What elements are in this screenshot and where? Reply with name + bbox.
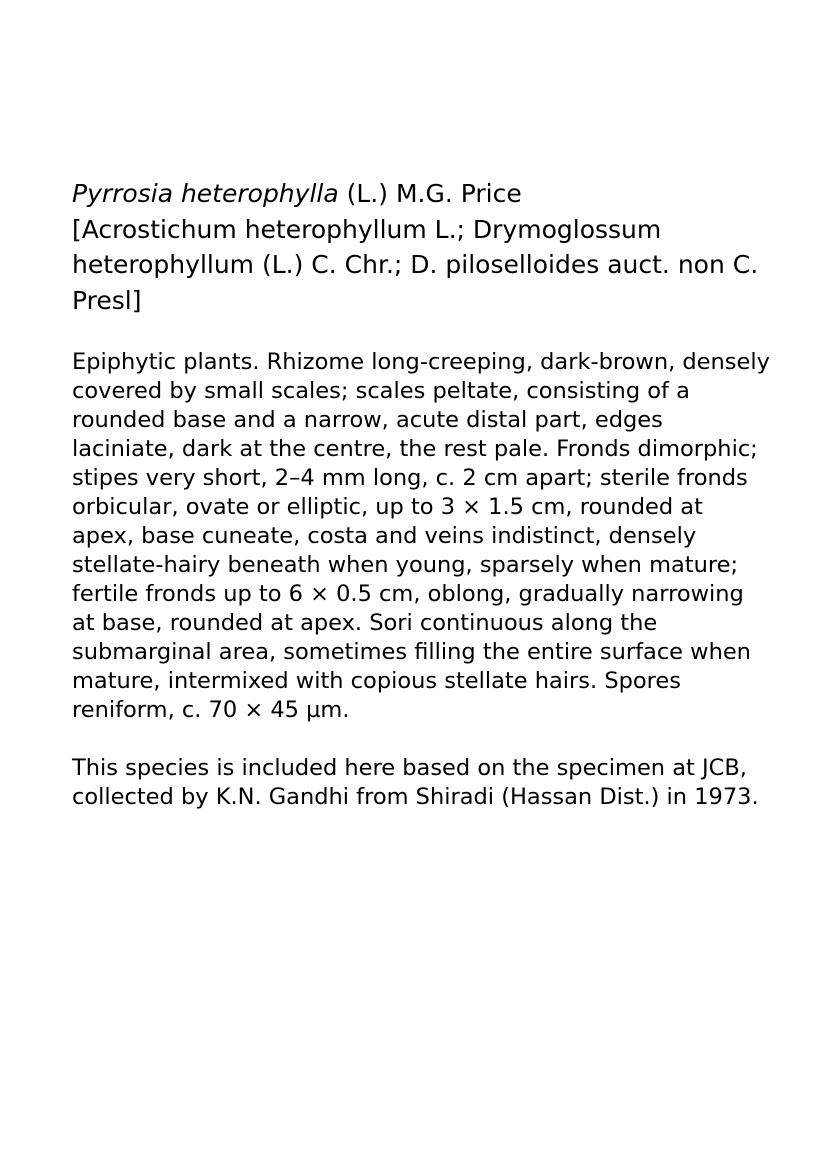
taxon-authority: (L.) M.G. Price xyxy=(338,179,522,208)
taxon-name: Pyrrosia heterophylla xyxy=(72,179,339,208)
synonyms: [Acrostichum heterophyllum L.; Drymoglossum heterophyllum (L.) C. Chr.; D. piloselloides auct. non C. Presl] xyxy=(72,214,759,315)
species-heading xyxy=(72,176,772,318)
specimen-note: This species is included here based on the specimen at JCB, collected by K.N. Gandhi from Shiradi (Hassan Dist.) in 1973. xyxy=(72,755,759,810)
species-description: Epiphytic plants. Rhizome long-creeping, dark-brown, densely covered by small scales; scales peltate, consisting of a rounded base and a narrow, acute distal part, edges laciniate, dark at the centre, the rest pale. Fronds dimorphic; stipes very short, 2–4 mm long, c. 2 cm apart; sterile fronds orbicular, ovate or elliptic, up to 3 × 1.5 cm, rounded at apex, base cuneate, costa and veins indistinct, densely stellate-hairy beneath when young, sparsely when mature; fertile fronds up to 6 × 0.5 cm, oblong, gradually narrowing at base, rounded at apex. Sori continuous along the submarginal area, sometimes filling the entire surface when mature, intermixed with copious stellate hairs. Spores reniform, c. 70 × 45 µm. xyxy=(72,349,770,723)
document-page xyxy=(72,176,772,812)
